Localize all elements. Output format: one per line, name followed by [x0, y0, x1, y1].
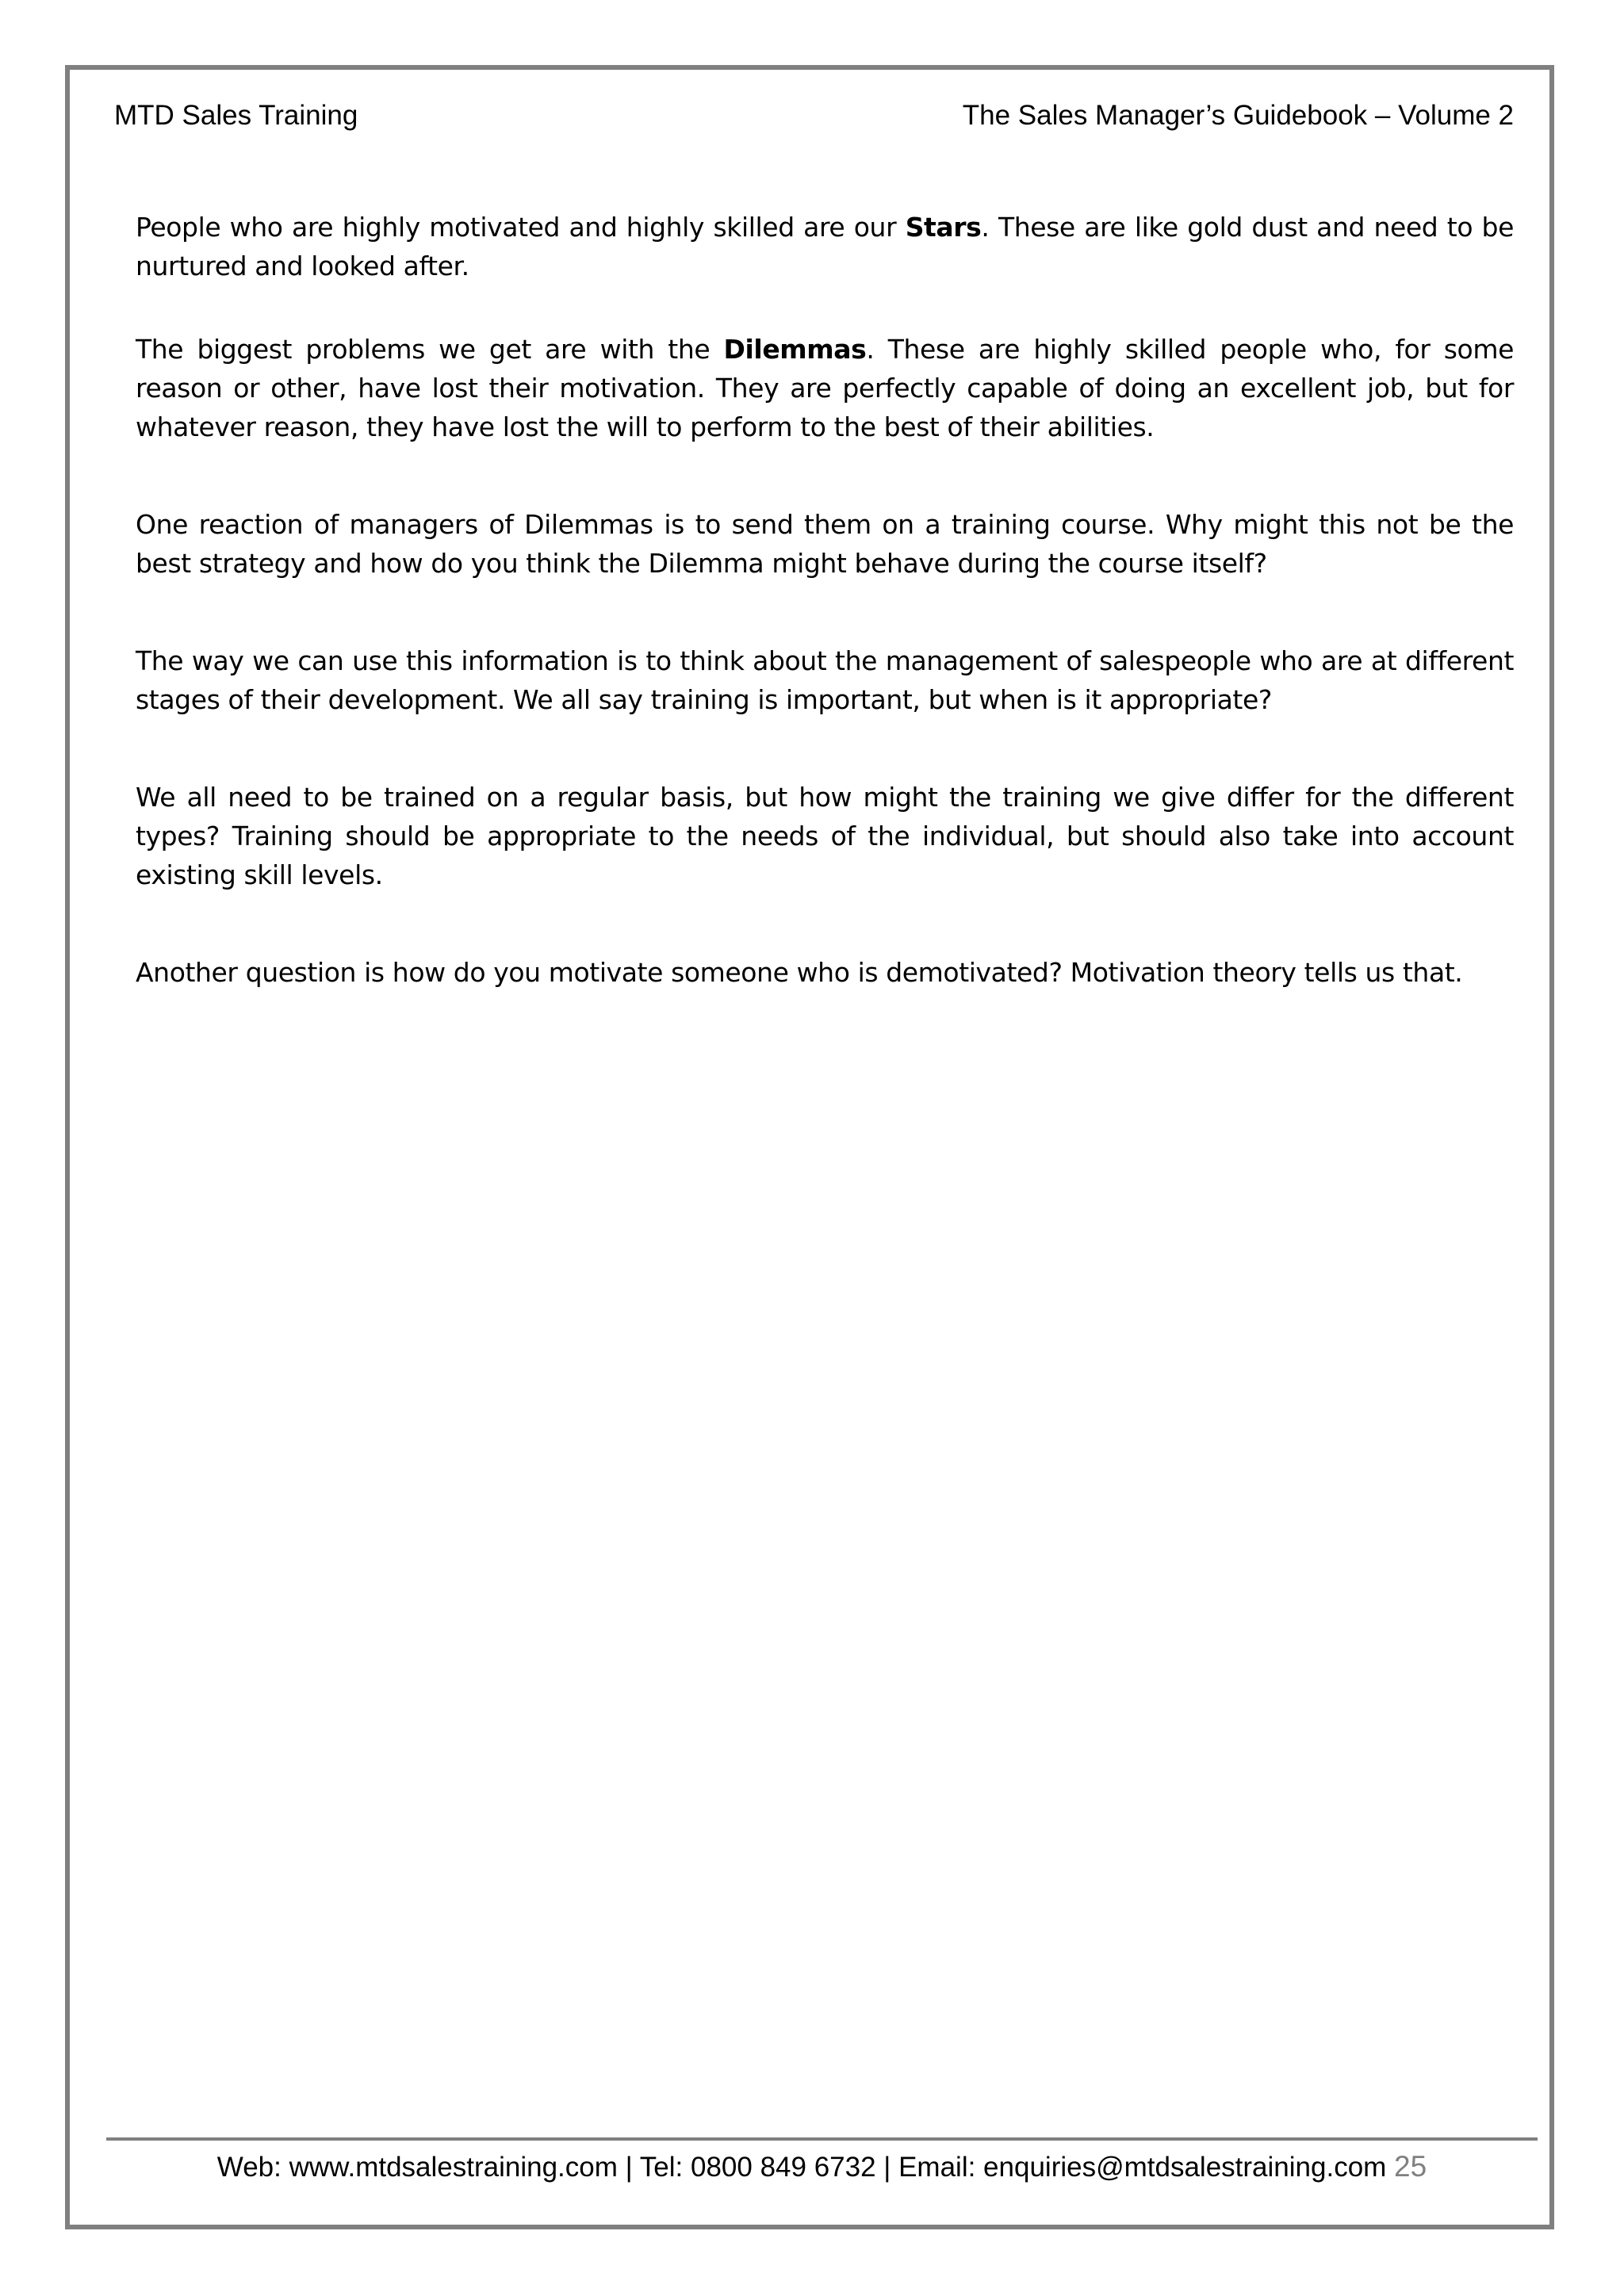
paragraph-stars-before: People who are highly motivated and highly skilled are our	[136, 212, 906, 243]
paragraph-regular-training: We all need to be trained on a regular basis, but how might the training we give differ for the different types? Training should be appropriate to the needs of the individual, but should also take into account existing skill levels.	[136, 782, 1514, 890]
paragraph-dilemmas-before: The biggest problems we get are with the	[136, 334, 724, 365]
paragraph-stars-after: . These are like gold dust and need to be nurtured and looked after.	[136, 212, 1514, 281]
header-right: The Sales Manager’s Guidebook – Volume 2	[962, 100, 1514, 131]
paragraph-dilemmas-after: . These are highly skilled people who, for some reason or other, have lost their motivation. They are perfectly capable of doing an excellent job, but for whatever reason, they have lost the will to perform to the best of their abilities.	[136, 334, 1514, 442]
page-body	[136, 208, 1514, 992]
term-stars: Stars	[905, 212, 982, 243]
page-footer	[106, 2147, 1538, 2187]
paragraph-stars	[136, 208, 1514, 285]
term-dilemmas: Dilemmas	[723, 334, 867, 365]
paragraph-development-stages: The way we can use this information is to think about the management of salespeople who are at different stages of their development. We all say training is important, but when is it appropriate?	[136, 645, 1514, 715]
page-number: 25	[1394, 2150, 1427, 2183]
header-left: MTD Sales Training	[114, 100, 358, 131]
paragraph-training-course: One reaction of managers of Dilemmas is to send them on a training course. Why might this not be the best strategy and how do you think the Dilemma might behave during the course itself?	[136, 509, 1514, 579]
footer-contact: Web: www.mtdsalestraining.com | Tel: 0800 849 6732 | Email: enquiries@mtdsalestraining.com	[216, 2152, 1387, 2183]
page-header	[114, 97, 1514, 135]
paragraph-dilemmas	[136, 330, 1514, 446]
footer-divider	[106, 2137, 1538, 2141]
paragraph-motivation-question: Another question is how do you motivate someone who is demotivated? Motivation theory tells us that.	[136, 957, 1463, 988]
